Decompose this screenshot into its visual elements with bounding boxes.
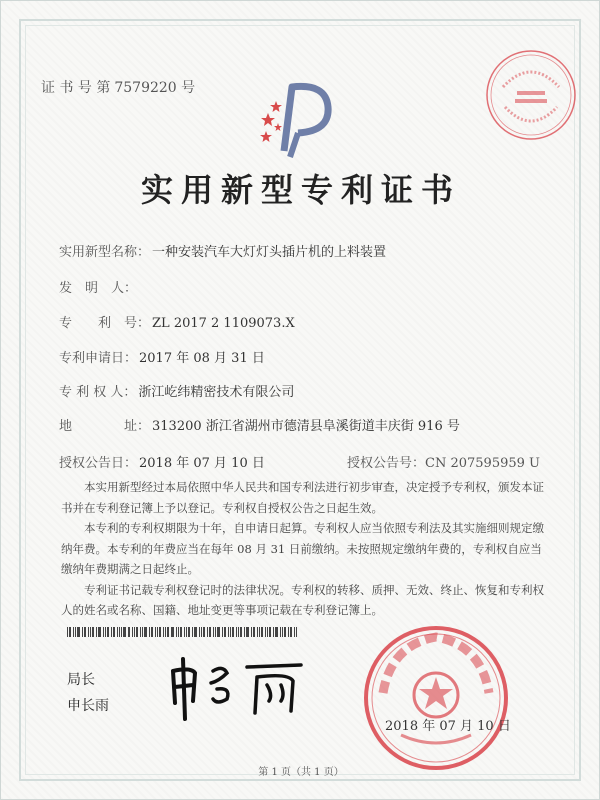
barcode-bar xyxy=(282,627,283,637)
barcode-bar xyxy=(117,627,118,637)
barcode-bar xyxy=(230,627,231,637)
small-seal-stamp xyxy=(483,47,579,143)
barcode-bar xyxy=(209,627,211,637)
grant-date-label: 授权公告日： xyxy=(59,456,138,471)
barcode-bar xyxy=(184,627,185,637)
barcode-bar xyxy=(284,627,286,637)
patent-number-row xyxy=(59,312,295,331)
grant-date-value: 2018 年 07 月 10 日 xyxy=(139,456,265,471)
barcode-bar xyxy=(244,627,245,637)
barcode-bar xyxy=(96,627,97,637)
barcode-bar xyxy=(275,627,278,637)
barcode-bar xyxy=(107,627,109,637)
official-seal-stamp xyxy=(361,623,511,773)
filing-date-value: 2017 年 08 月 31 日 xyxy=(139,351,265,366)
certificate-title: 实用新型专利证书 xyxy=(140,171,461,209)
utility-name-row xyxy=(59,241,386,260)
barcode-bar xyxy=(103,627,104,637)
body-paragraph: 本实用新型经过本局依照中华人民共和国专利法进行初步审查，决定授予专利权，颁发本证书并在专利登记簿上予以登记。专利权自授权公告之日起生效。 xyxy=(61,480,544,515)
certificate-number-value: 7579220 号 xyxy=(114,80,196,96)
address-value: 313200 浙江省湖州市德清县阜溪街道丰庆街 916 号 xyxy=(152,419,460,434)
barcode-bar xyxy=(240,627,242,637)
barcode-bar xyxy=(257,627,258,637)
barcode-bar xyxy=(207,627,208,637)
barcode-bar xyxy=(294,627,295,637)
cnipa-logo-icon xyxy=(254,73,344,163)
barcode-bar xyxy=(192,627,193,637)
barcode-bar xyxy=(165,627,166,637)
barcode-bar xyxy=(238,627,239,637)
barcode-bar xyxy=(199,627,200,637)
barcode-bar xyxy=(213,627,214,637)
barcode-bar xyxy=(178,627,179,637)
barcode-bar xyxy=(228,627,229,637)
barcode-bar xyxy=(246,627,249,637)
certificate-number xyxy=(41,77,195,97)
patent-number-label: 专 利 号： xyxy=(59,316,151,331)
barcode-bar xyxy=(217,627,220,637)
barcode-bar xyxy=(163,627,164,637)
barcode-bar xyxy=(140,627,141,637)
barcode-bar xyxy=(296,627,297,637)
utility-name-label: 实用新型名称： xyxy=(59,245,151,260)
barcode-bar xyxy=(105,627,106,637)
barcode-bar xyxy=(69,627,71,637)
barcode-bar xyxy=(123,627,126,637)
barcode-bar xyxy=(232,627,234,637)
barcode-bar xyxy=(157,627,158,637)
seal-date: 2018 年 07 月 10 日 xyxy=(385,719,511,734)
address-label: 地 址： xyxy=(59,419,151,434)
patentee-label: 专 利 权 人： xyxy=(59,385,137,400)
barcode-bar xyxy=(151,627,153,637)
barcode-bar xyxy=(180,627,182,637)
barcode-bar xyxy=(149,627,150,637)
inventor-label: 发 明 人： xyxy=(59,281,138,296)
barcode xyxy=(67,627,367,637)
barcode-bar xyxy=(259,627,260,637)
barcode-bar xyxy=(136,627,138,637)
inventor-row xyxy=(59,277,139,296)
barcode-bar xyxy=(142,627,143,637)
barcode-bar xyxy=(75,627,76,637)
address-row xyxy=(59,415,460,434)
barcode-bar xyxy=(290,627,292,637)
barcode-bar xyxy=(82,627,83,637)
barcode-bar xyxy=(111,627,112,637)
barcode-bar xyxy=(215,627,216,637)
barcode-bar xyxy=(73,627,74,637)
barcode-bar xyxy=(251,627,252,637)
barcode-bar xyxy=(90,627,91,637)
barcode-bar xyxy=(186,627,187,637)
grant-number-row xyxy=(347,452,540,471)
barcode-bar xyxy=(134,627,135,637)
patent-number-value: ZL 2017 2 1109073.X xyxy=(152,316,295,331)
barcode-bar xyxy=(269,627,271,637)
barcode-bar xyxy=(155,627,156,637)
barcode-bar xyxy=(167,627,169,637)
certificate-body xyxy=(61,477,549,621)
barcode-bar xyxy=(188,627,190,637)
barcode-bar xyxy=(265,627,266,637)
grant-number-value: CN 207595959 U xyxy=(425,456,540,471)
body-paragraph: 专利证书记载专利权登记时的法律状况。专利权的转移、质押、无效、终止、恢复和专利权人的姓名或名称、国籍、地址变更等事项记载在专利登记簿上。 xyxy=(61,582,544,617)
patentee-value: 浙江屹纬精密技术有限公司 xyxy=(138,385,295,400)
barcode-bar xyxy=(128,627,130,637)
barcode-bar xyxy=(77,627,80,637)
barcode-bar xyxy=(132,627,133,637)
certificate-number-label: 证 书 号 第 xyxy=(41,80,111,96)
body-paragraph: 本专利的专利权期限为十年，自申请日起算。专利权人应当依照专利法及其实施细则规定缴纳年费。本专利的年费应当在每年 08 月 31 日前缴纳。未按照规定缴纳年费的，专利权自应当缴纳年费期满之日起终止。 xyxy=(61,521,544,576)
page-footer: 第 1 页（共 1 页） xyxy=(258,767,344,778)
filing-date-label: 专利申请日： xyxy=(59,351,138,366)
director-signature xyxy=(161,641,311,731)
barcode-bar xyxy=(88,627,89,637)
barcode-bar xyxy=(253,627,255,637)
barcode-bar xyxy=(171,627,174,637)
barcode-bar xyxy=(273,627,274,637)
grant-date-row xyxy=(59,452,265,471)
barcode-bar xyxy=(84,627,86,637)
barcode-bar xyxy=(144,627,147,637)
barcode-bar xyxy=(121,627,122,637)
grant-number-label: 授权公告号： xyxy=(347,456,426,471)
barcode-bar xyxy=(236,627,237,637)
director-name: 申长雨 xyxy=(67,698,109,714)
barcode-bar xyxy=(176,627,177,637)
barcode-bar xyxy=(92,627,94,637)
patentee-row xyxy=(59,381,294,400)
barcode-bar xyxy=(67,627,68,637)
utility-name-value: 一种安装汽车大灯灯头插片机的上料装置 xyxy=(152,245,387,260)
filing-date-row xyxy=(59,347,265,366)
barcode-bar xyxy=(113,627,115,637)
barcode-bar xyxy=(203,627,205,637)
barcode-bar xyxy=(224,627,226,637)
barcode-bar xyxy=(98,627,101,637)
barcode-bar xyxy=(159,627,161,637)
barcode-bar xyxy=(119,627,120,637)
barcode-bar xyxy=(261,627,263,637)
barcode-bar xyxy=(194,627,197,637)
barcode-bar xyxy=(201,627,202,637)
barcode-bar xyxy=(288,627,289,637)
director-title: 局长 xyxy=(67,672,95,688)
barcode-bar xyxy=(280,627,281,637)
barcode-bar xyxy=(222,627,223,637)
barcode-bar xyxy=(267,627,268,637)
